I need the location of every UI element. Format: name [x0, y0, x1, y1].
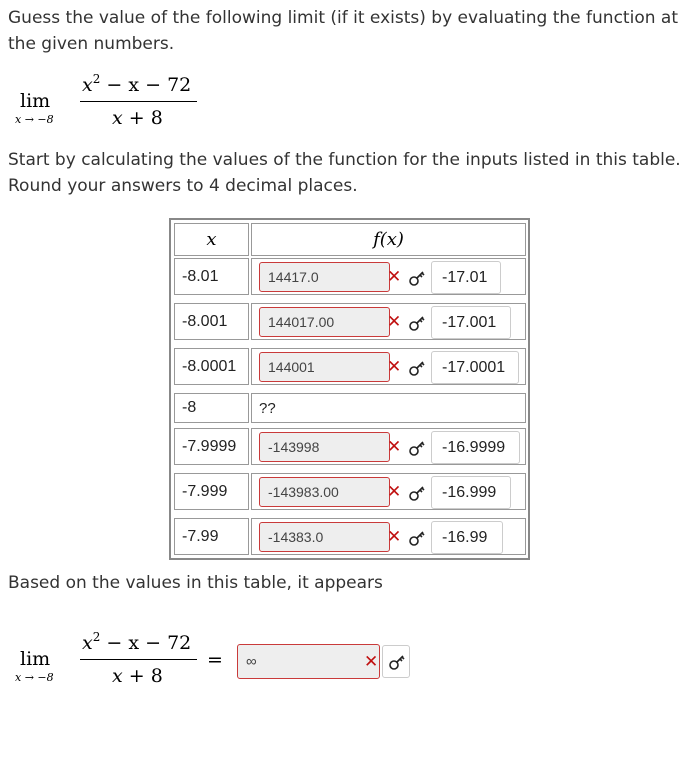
x-value-cell: -7.99 — [174, 518, 249, 555]
key-icon[interactable] — [408, 484, 426, 502]
lim-word: lim — [20, 648, 51, 670]
fx-answer-input[interactable]: 144017.00 — [259, 307, 390, 337]
x-mark-icon: ✕ — [364, 652, 379, 672]
correct-answer: -17.01 — [431, 261, 501, 294]
correct-answer: -17.0001 — [431, 351, 519, 384]
lim-subscript: x → −8 — [15, 671, 54, 684]
correct-answer: -16.999 — [431, 476, 511, 509]
lim-word: lim — [20, 90, 51, 112]
x-value-cell: -7.9999 — [174, 428, 249, 465]
x-value-cell: -8.001 — [174, 303, 249, 340]
fx-cell — [251, 518, 526, 555]
x-mark-icon: ✕ — [387, 357, 402, 377]
intro-text: Guess the value of the following limit (if it exists) by evaluating the function at the given numbers. — [8, 8, 678, 54]
limit-answer-input[interactable]: ∞ — [237, 644, 380, 679]
undefined-value: ?? — [259, 400, 276, 417]
x-value-cell: -7.999 — [174, 473, 249, 510]
fx-answer-input[interactable]: 14417.0 — [259, 262, 390, 292]
fx-cell — [251, 428, 526, 465]
fraction-numerator: $x^2 - x - 72$ — [82, 72, 192, 96]
fraction-bar — [80, 659, 197, 660]
x-mark-icon: ✕ — [387, 312, 402, 332]
x-mark-icon: ✕ — [387, 527, 402, 547]
x-mark-icon: ✕ — [387, 437, 402, 457]
fraction-denominator: x + 8 — [112, 665, 163, 687]
x-mark-icon: ✕ — [387, 267, 402, 287]
instructions-text: Start by calculating the values of the function for the inputs listed in this table. Round your answers to 4 decimal places. — [8, 150, 681, 196]
x-value-cell: -8.01 — [174, 258, 249, 295]
fx-cell — [251, 393, 526, 423]
x-mark-icon: ✕ — [387, 482, 402, 502]
correct-answer: -17.001 — [431, 306, 511, 339]
fx-cell — [251, 258, 526, 295]
fx-answer-input[interactable]: -143998 — [259, 432, 390, 462]
fx-cell — [251, 348, 526, 385]
key-icon[interactable] — [408, 314, 426, 332]
key-icon[interactable] — [408, 529, 426, 547]
fraction-numerator: $x^2 - x - 72$ — [82, 630, 192, 654]
fx-cell — [251, 303, 526, 340]
fx-answer-input[interactable]: -143983.00 — [259, 477, 390, 507]
correct-answer: -16.99 — [431, 521, 503, 554]
answer-key-button[interactable] — [382, 645, 410, 678]
fx-answer-input[interactable]: -14383.0 — [259, 522, 390, 552]
fx-column-header: f(x) — [251, 223, 526, 256]
fx-cell — [251, 473, 526, 510]
x-column-header: x — [174, 223, 249, 256]
correct-answer: -16.9999 — [431, 431, 520, 464]
key-icon[interactable] — [408, 439, 426, 457]
equals-sign: = — [207, 649, 223, 671]
x-value-cell: -8 — [174, 393, 249, 423]
fraction-bar — [80, 101, 197, 102]
fx-answer-input[interactable]: 144001 — [259, 352, 390, 382]
x-value-cell: -8.0001 — [174, 348, 249, 385]
conclusion-text: Based on the values in this table, it appears — [8, 573, 383, 593]
fraction-denominator: x + 8 — [112, 107, 163, 129]
lim-subscript: x → −8 — [15, 113, 54, 126]
key-icon — [388, 653, 406, 671]
key-icon[interactable] — [408, 269, 426, 287]
key-icon[interactable] — [408, 359, 426, 377]
values-table — [169, 218, 530, 560]
